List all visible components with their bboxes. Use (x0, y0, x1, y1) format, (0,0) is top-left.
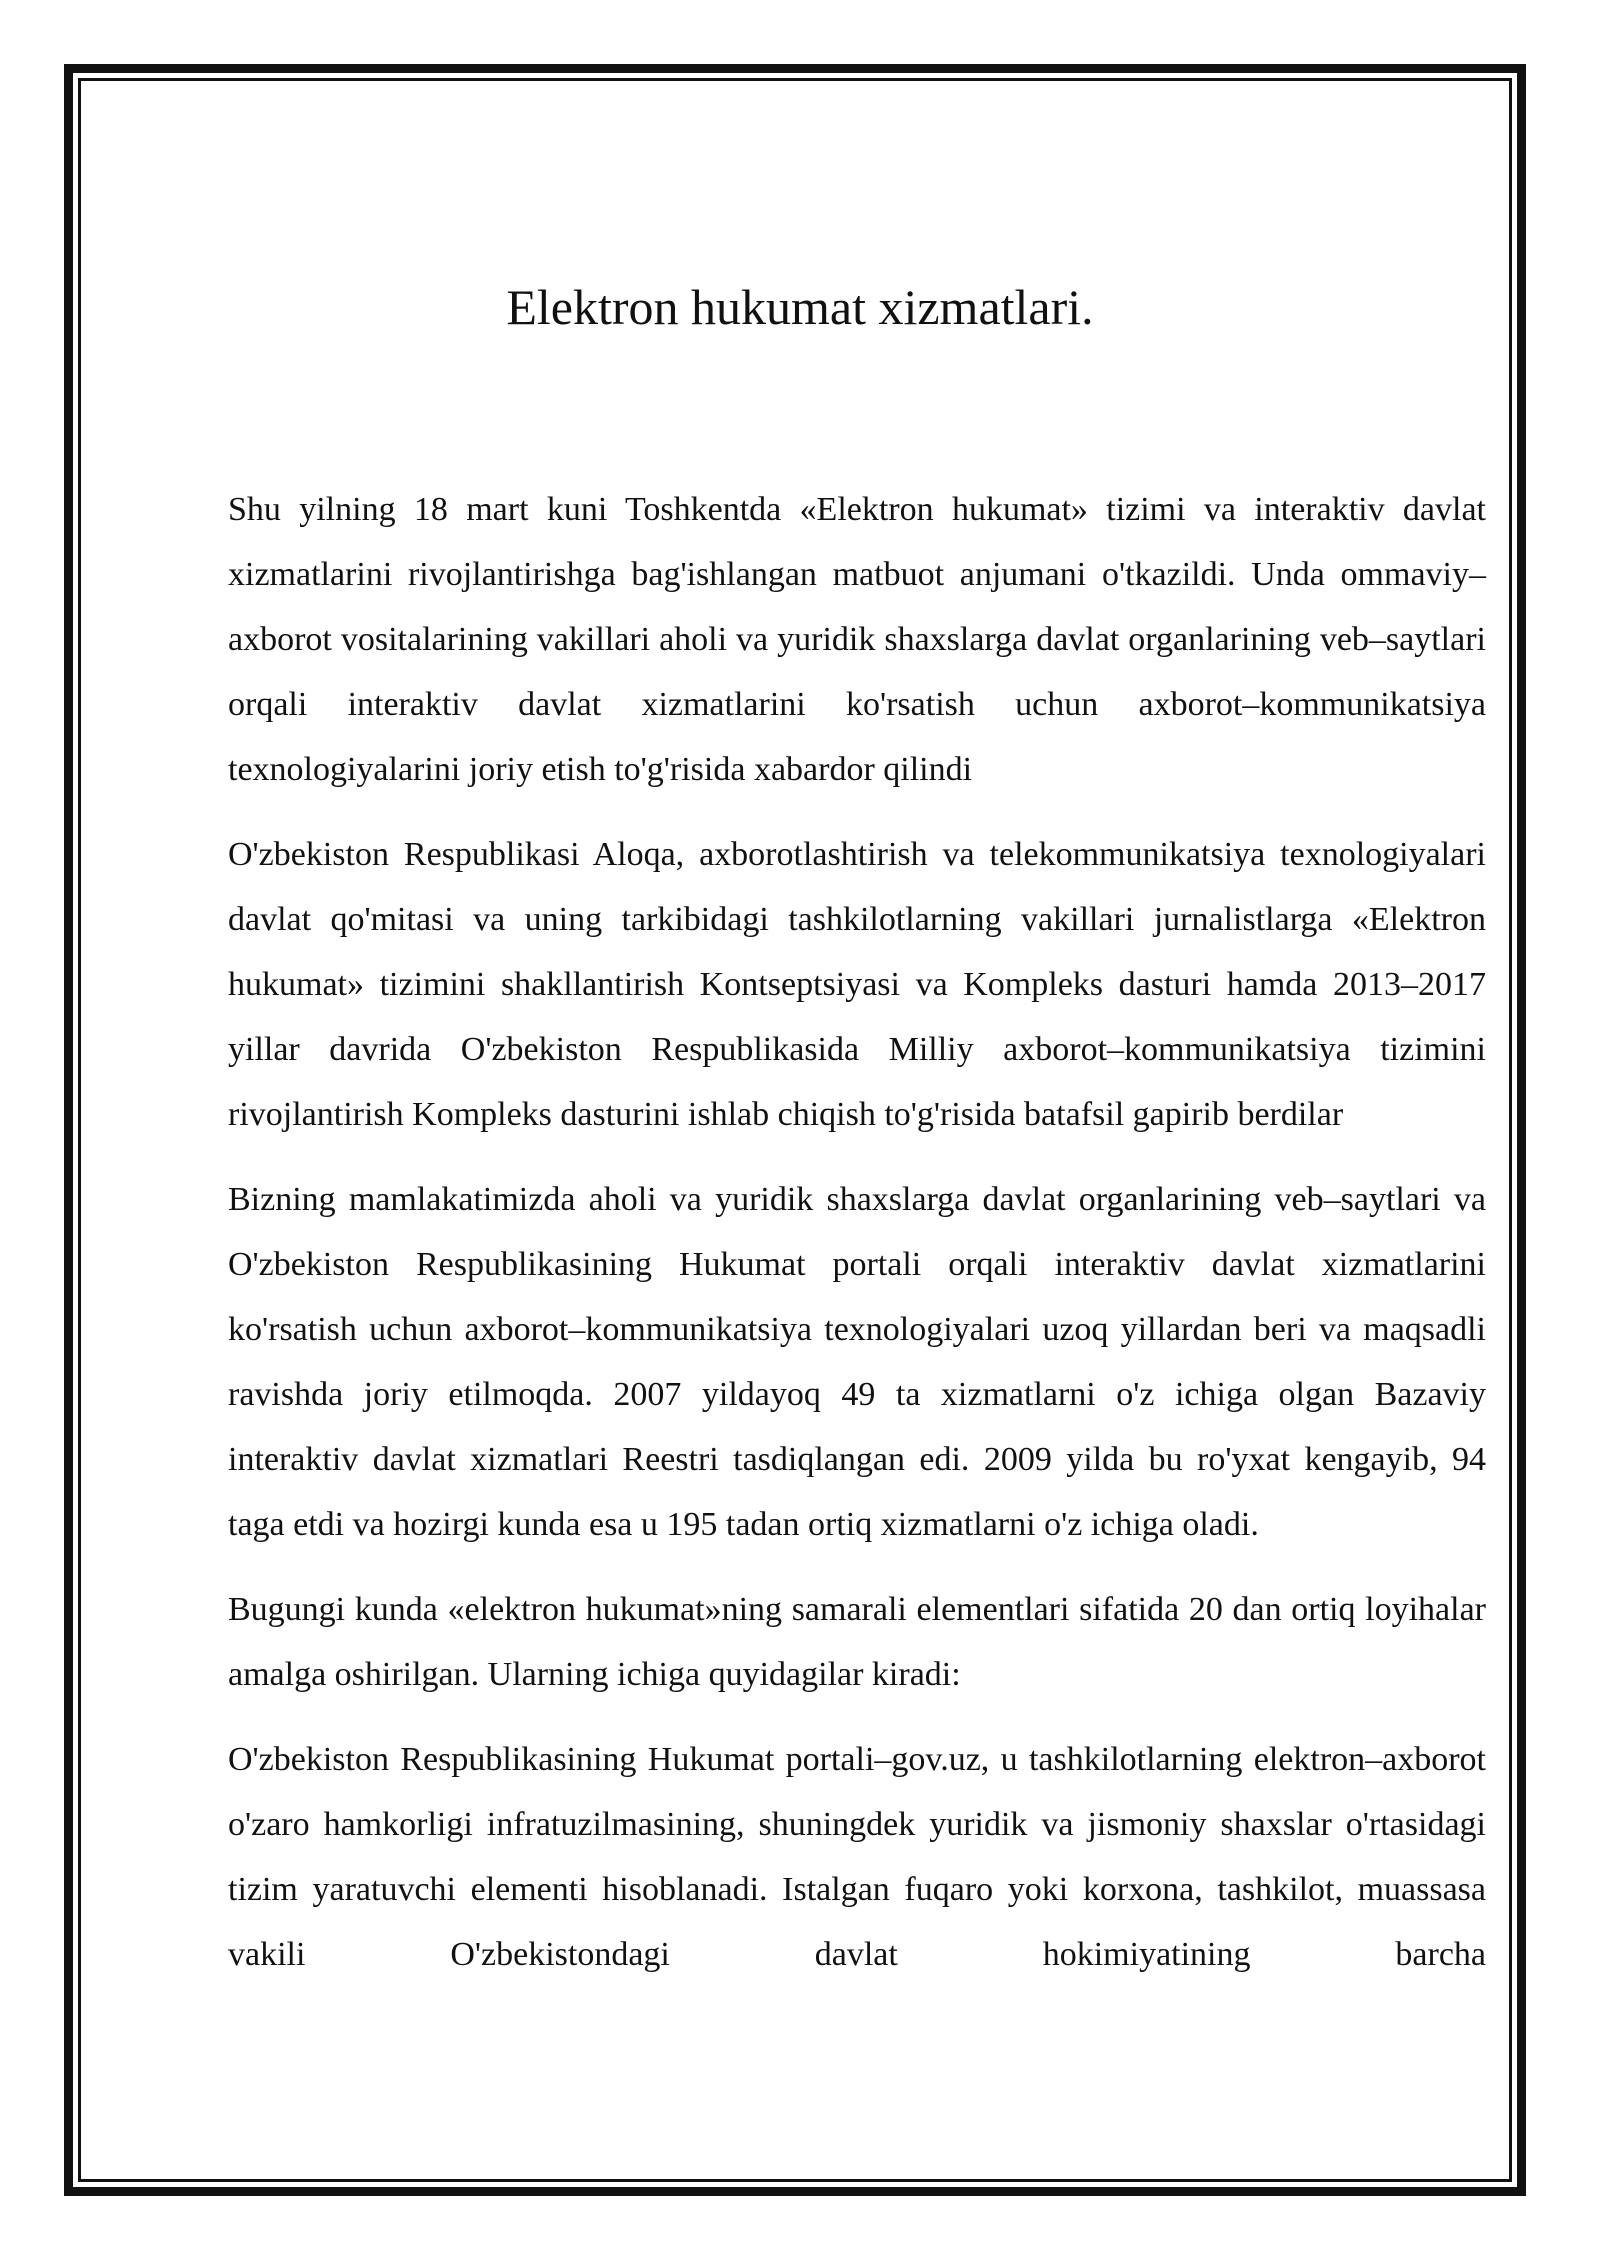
document-body (228, 477, 1486, 2007)
paragraph-5: O'zbekiston Respublikasining Hukumat portali–gov.uz, u tashkilotlarning elektron–axborot o'zaro hamkorligi infratuzilmasining, shuningdek yuridik va jismoniy shaxslar o'rtasidagi tizim yaratuvchi elementi hisoblanadi. Istalgan fuqaro yoki korxona, tashkilot, muassasa vakili O'zbekistondagi davlat hokimiyatining barcha (228, 1741, 1486, 1973)
paragraph-2: O'zbekiston Respublikasi Aloqa, axborotlashtirish va telekommunikatsiya texnologiyalari davlat qo'mitasi va uning tarkibidagi tashkilotlarning vakillari jurnalistlarga «Elektron hukumat» tizimini shakllantirish Kontseptsiyasi va Kompleks dasturi hamda 2013–2017 yillar davrida O'zbekiston Respublikasida Milliy axborot–kommunikatsiya tizimini rivojlantirish Kompleks dasturini ishlab chiqish to'g'risida batafsil gapirib berdilar (228, 836, 1486, 1133)
paragraph-4: Bugungi kunda «elektron hukumat»ning samarali elementlari sifatida 20 dan ortiq loyihalar amalga oshirilgan. Ularning ichiga quyidagilar kiradi: (228, 1591, 1486, 1693)
paragraph-1: Shu yilning 18 mart kuni Toshkentda «Elektron hukumat» tizimi va interaktiv davlat xizmatlarini rivojlantirishga bag'ishlangan matbuot anjumani o'tkazildi. Unda ommaviy–axborot vositalarining vakillari aholi va yuridik shaxslarga davlat organlarining veb–saytlari orqali interaktiv davlat xizmatlarini ko'rsatish uchun axborot–kommunikatsiya texnologiyalarini joriy etish to'g'risida xabardor qilindi (228, 491, 1486, 788)
document-title: Elektron hukumat xizmatlari. (506, 279, 1094, 335)
paragraph-3: Bizning mamlakatimizda aholi va yuridik shaxslarga davlat organlarining veb–saytlari va O'zbekiston Respublikasining Hukumat portali orqali interaktiv davlat xizmatlarini ko'rsatish uchun axborot–kommunikatsiya texnologiyalari uzoq yillardan beri va maqsadli ravishda joriy etilmoqda. 2007 yildayoq 49 ta xizmatlarni o'z ichiga olgan Bazaviy interaktiv davlat xizmatlari Reestri tasdiqlangan edi. 2009 yilda bu ro'yxat kengayib, 94 taga etdi va hozirgi kunda esa u 195 tadan ortiq xizmatlarni o'z ichiga oladi. (228, 1181, 1486, 1543)
